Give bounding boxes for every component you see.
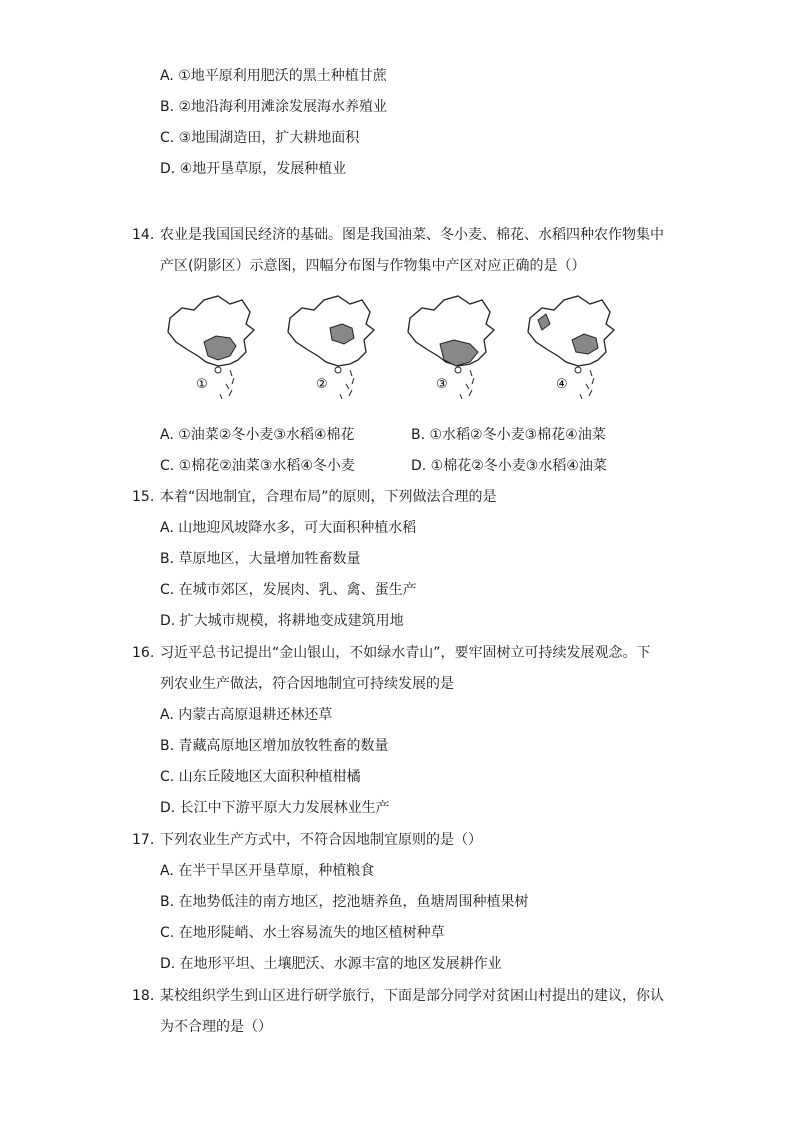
q16-stem-line-2: 列农业生产做法，符合因地制宜可持续发展的是: [160, 676, 454, 692]
q16-option-b: B. 青藏高原地区增加放牧牲畜的数量: [160, 738, 389, 754]
q14-stem-line-2: 产区(阴影区）示意图，四幅分布图与作物集中产区对应正确的是（）: [160, 258, 586, 274]
q16-option-a: A. 内蒙古高原退耕还林还草: [160, 707, 333, 723]
china-map-1-figure: [160, 290, 268, 412]
q15-option-c: C. 在城市郊区，发展肉、乳、禽、蛋生产: [160, 582, 417, 598]
q15-number: 15.: [132, 489, 155, 505]
china-map-3-figure: [400, 290, 508, 412]
china-map-2-figure: [280, 290, 388, 412]
china-map-3: [400, 290, 508, 412]
map-label-1: ①: [196, 377, 208, 392]
q16-option-d: D. 长江中下游平原大力发展林业生产: [160, 800, 390, 816]
q15-stem: 本着“因地制宜，合理布局”的原则，下列做法合理的是: [160, 489, 497, 505]
map-label-2: ②: [316, 377, 328, 392]
q16-option-c: C. 山东丘陵地区大面积种植柑橘: [160, 769, 361, 785]
china-map-4-figure: [520, 290, 628, 412]
q18-stem-line-1: 某校组织学生到山区进行研学旅行，下面是部分同学对贫困山村提出的建议，你认: [160, 988, 664, 1004]
q18-stem-line-2: 为不合理的是（）: [160, 1019, 272, 1035]
q13-option-d: D. ④地开垦草原，发展种植业: [160, 161, 347, 177]
q16-stem-line-1: 习近平总书记提出“金山银山，不如绿水青山”，要牢固树立可持续发展观念。下: [160, 645, 651, 661]
q13-option-a: A. ①地平原利用肥沃的黑土种植甘蔗: [160, 68, 387, 84]
q16-number: 16.: [132, 645, 155, 661]
china-map-1: [160, 290, 268, 412]
q14-option-d: D. ①棉花②冬小麦③水稻④油菜: [411, 458, 607, 474]
q17-stem: 下列农业生产方式中，不符合因地制宜原则的是（）: [160, 832, 482, 848]
q13-option-c: C. ③地围湖造田，扩大耕地面积: [160, 130, 360, 146]
q13-option-b: B. ②地沿海利用滩涂发展海水养殖业: [160, 99, 388, 115]
q17-option-c: C. 在地形陡峭、水土容易流失的地区植树种草: [160, 925, 445, 941]
q14-stem-line-1: 农业是我国国民经济的基础。图是我国油菜、冬小麦、棉花、水稻四种农作物集中: [160, 227, 664, 243]
q17-option-a: A. 在半干旱区开垦草原，种植粮食: [160, 863, 375, 879]
q14-number: 14.: [132, 227, 155, 243]
q15-option-b: B. 草原地区，大量增加牲畜数量: [160, 551, 361, 567]
map-label-4: ④: [556, 377, 568, 392]
q15-option-d: D. 扩大城市规模，将耕地变成建筑用地: [160, 613, 404, 629]
q14-option-c: C. ①棉花②油菜③水稻④冬小麦: [160, 458, 355, 474]
q15-option-a: A. 山地迎风坡降水多，可大面积种植水稻: [160, 520, 417, 536]
map-label-3: ③: [436, 377, 448, 392]
crop-distribution-maps: [160, 290, 630, 412]
q17-option-b: B. 在地势低洼的南方地区，挖池塘养鱼，鱼塘周围种植果树: [160, 894, 529, 910]
q14-option-a: A. ①油菜②冬小麦③水稻④棉花: [160, 427, 355, 443]
china-map-2: [280, 290, 388, 412]
q18-number: 18.: [132, 988, 155, 1004]
q17-number: 17.: [132, 832, 155, 848]
q14-option-b: B. ①水稻②冬小麦③棉花④油菜: [411, 427, 606, 443]
q17-option-d: D. 在地形平坦、土壤肥沃、水源丰富的地区发展耕作业: [160, 956, 502, 972]
china-map-4: [520, 290, 628, 412]
